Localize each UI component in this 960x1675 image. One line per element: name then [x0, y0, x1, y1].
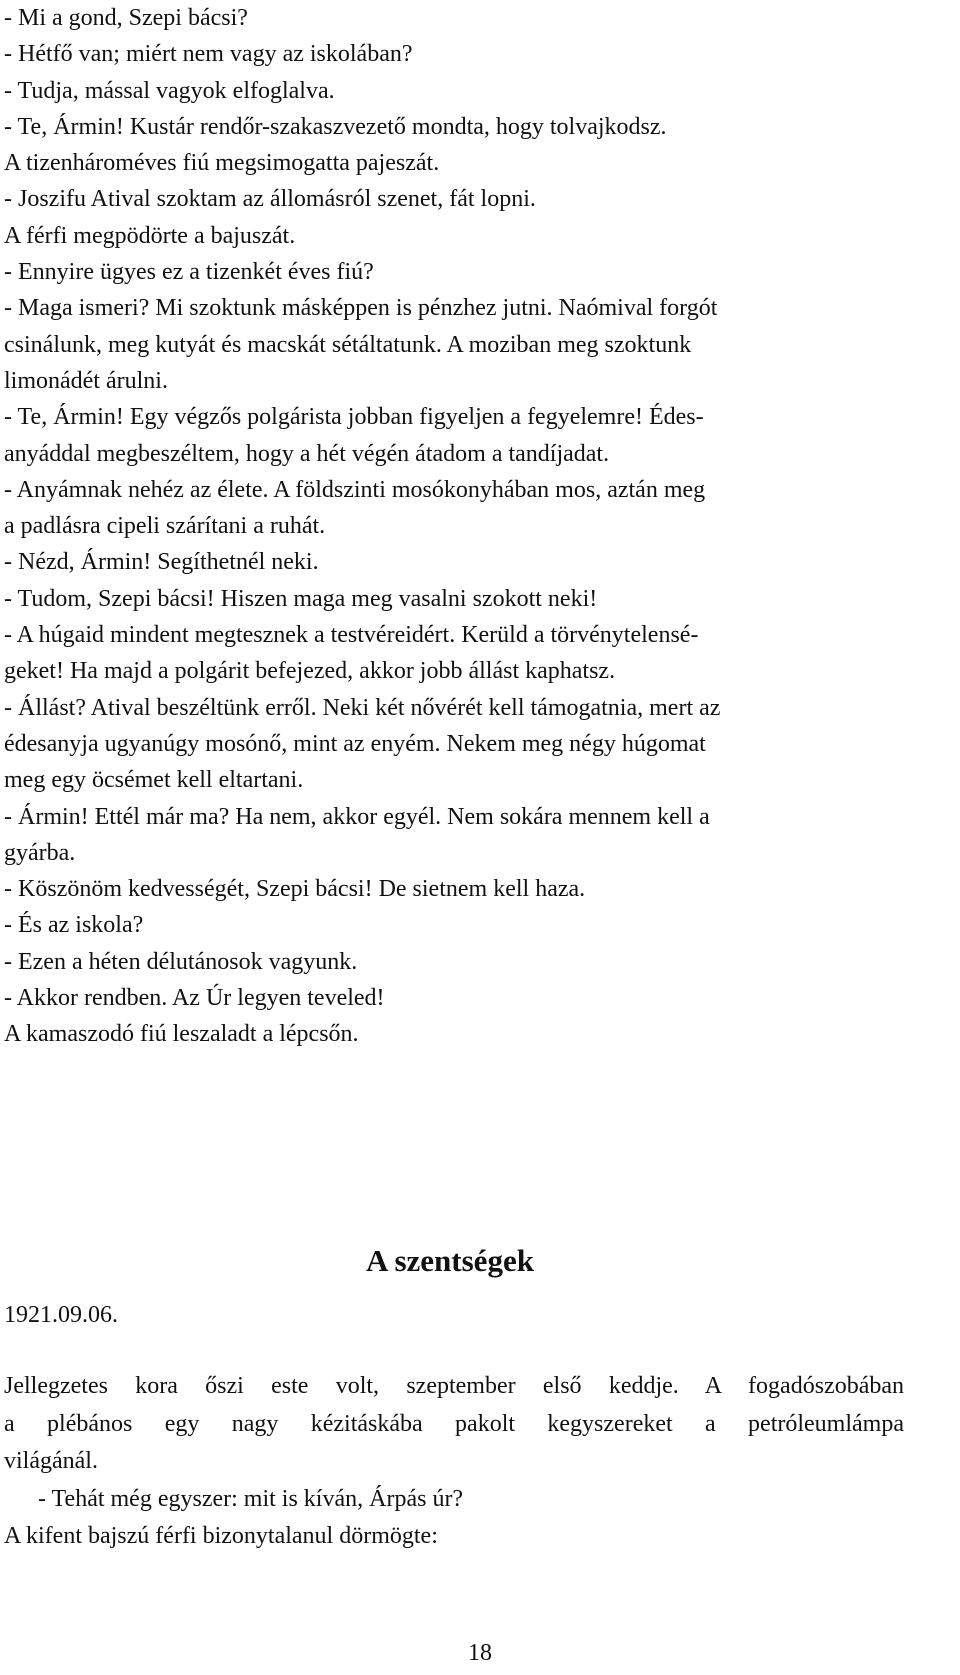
- text-line: A tizenhároméves fiú megsimogatta pajeszát.: [4, 150, 440, 177]
- paragraph-line: Jellegzetes kora őszi este volt, szeptember első keddje. A fogadószobában: [4, 1373, 904, 1399]
- text-line: - Anyámnak nehéz az élete. A földszinti mosókonyhában mos, aztán meg: [4, 476, 706, 503]
- text-line: - Te, Ármin! Kustár rendőr-szakaszvezető mondta, hogy tolvajkodsz.: [4, 113, 667, 140]
- text-line: meg egy öcsémet kell eltartani.: [4, 767, 304, 794]
- text-line: - Nézd, Ármin! Segíthetnél neki.: [4, 549, 319, 576]
- text-line: A kamaszodó fiú leszaladt a lépcsőn.: [4, 1021, 359, 1048]
- text-line: - Mi a gond, Szepi bácsi?: [4, 5, 248, 31]
- text-line: - Maga ismeri? Mi szoktunk másképpen is pénzhez jutni. Naómival forgót: [4, 295, 718, 322]
- text-line: - Tehát még egyszer: mit is kíván, Árpás úr?: [38, 1485, 464, 1512]
- text-line: - És az iskola?: [4, 912, 144, 939]
- text-line: - Akkor rendben. Az Úr legyen teveled!: [4, 985, 385, 1012]
- text-line: - Ezen a héten délutánosok vagyunk.: [4, 948, 358, 975]
- text-line: édesanyja ugyanúgy mosónő, mint az enyém. Nekem meg négy húgomat: [4, 730, 706, 757]
- text-line: - Tudom, Szepi bácsi! Hiszen maga meg vasalni szokott neki!: [4, 585, 598, 612]
- page-number: 18: [468, 1640, 492, 1666]
- dialogue-section: [4, 0, 934, 1053]
- text-line: anyáddal megbeszéltem, hogy a hét végén átadom a tandíjadat.: [4, 440, 610, 467]
- text-line: - A húgaid mindent megtesznek a testvéreidért. Kerüld a törvénytelensé-: [4, 622, 699, 649]
- text-line: A férfi megpödörte a bajuszát.: [4, 222, 296, 249]
- text-line: - Hétfő van; miért nem vagy az iskolában?: [4, 41, 413, 68]
- chapter-body: [4, 1368, 904, 1556]
- chapter-title: A szentségek: [366, 1243, 534, 1278]
- paragraph-line: a plébános egy nagy kézitáskába pakolt kegyszereket a petróleumlámpa: [4, 1410, 904, 1437]
- text-line: limonádét árulni.: [4, 367, 168, 394]
- text-line: csinálunk, meg kutyát és macskát sétáltatunk. A moziban meg szoktunk: [4, 331, 692, 358]
- text-line: - Joszifu Atival szoktam az állomásról szenet, fát lopni.: [4, 186, 536, 213]
- text-line: - Ármin! Ettél már ma? Ha nem, akkor egyél. Nem sokára mennem kell a: [4, 803, 710, 830]
- text-line: a padlásra cipeli szárítani a ruhát.: [4, 513, 326, 540]
- text-line: - Tudja, mással vagyok elfoglalva.: [4, 77, 335, 104]
- text-line: A kifent bajszú férfi bizonytalanul dörmögte:: [4, 1523, 438, 1549]
- text-line: - Te, Ármin! Egy végzős polgárista jobban figyeljen a fegyelemre! Édes-: [4, 404, 704, 431]
- paragraph-line: világánál.: [4, 1448, 98, 1474]
- chapter-date: 1921.09.06.: [4, 1302, 118, 1328]
- text-line: - Köszönöm kedvességét, Szepi bácsi! De sietnem kell haza.: [4, 876, 586, 903]
- text-line: - Állást? Atival beszéltünk erről. Neki két nővérét kell támogatnia, mert az: [4, 694, 721, 721]
- text-line: gyárba.: [4, 839, 76, 866]
- text-line: geket! Ha majd a polgárit befejezed, akkor jobb állást kaphatsz.: [4, 658, 616, 685]
- text-line: - Ennyire ügyes ez a tizenkét éves fiú?: [4, 259, 374, 286]
